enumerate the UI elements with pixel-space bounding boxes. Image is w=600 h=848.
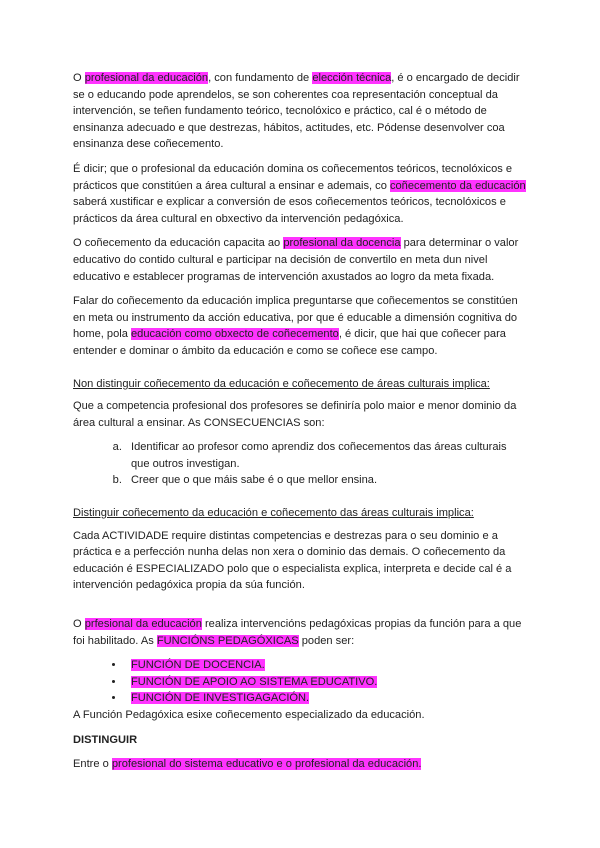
highlight: elección técnica — [312, 72, 392, 84]
highlight: coñecemento da educación — [389, 179, 526, 192]
paragraph-5 — [73, 616, 528, 649]
list-item — [125, 690, 528, 707]
text: Non distinguir coñecemento da educación e coñecemento de áreas culturais implica: — [73, 377, 490, 390]
spacer — [73, 602, 528, 616]
text: , é o encargado de decidir se o educando pode aprendelos, se son coherentes coa representación conceptual da intervención, se teñen fundamento teórico, tecnolóxico e práctico, cal é o método de ensinanza adecuado e que destrezas, hábitos, actitudes, etc. Pódense desenvolver coa ensinanza dese coñecemento. — [73, 72, 520, 151]
highlight: profesional da educación — [84, 72, 209, 84]
highlight: prfesional da educación — [84, 618, 202, 631]
paragraph-4 — [73, 293, 528, 359]
text: Entre o — [73, 758, 112, 771]
section-1-text: Que a competencia profesional dos profesores se definiría polo maior e menor dominio da área cultural a ensinar. As CONSECUENCIAS son: — [73, 400, 517, 429]
paragraph-2 — [73, 161, 528, 227]
highlight: FUNCIÓN DE INVESTIGAGACIÓN. — [131, 692, 310, 705]
list-item — [125, 674, 528, 691]
section-2-text: Cada ACTIVIDADE require distintas competencias e destrezas para o seu dominio e a práctica e a perfección nunha delas non xera o dominio das demais. O coñecemento da educación é ESPECIALIZADO polo que o especialista explica, interpreta e decide cal é a intervención pedagóxica propia da súa función. — [73, 529, 512, 592]
section-2-heading — [73, 505, 528, 522]
highlight: profesional da docencia — [283, 237, 401, 250]
highlight: educación como obxecto de coñecemento — [130, 328, 339, 341]
consequences-list — [73, 439, 528, 489]
highlight: FUNCIÓN DE DOCENCIA. — [131, 659, 265, 672]
distinguir-text — [73, 756, 528, 773]
text: É dicir; que o profesional da educación domina os coñecementos teóricos, tecnolóxicos e prácticos que constitúen a área cultural a ensinar e ademais, co — [73, 162, 513, 192]
paragraph-1 — [73, 70, 528, 153]
text: Distinguir coñecemento da educación e coñecemento das áreas culturais implica: — [73, 507, 474, 520]
text: O coñecemento da educación capacita ao — [73, 237, 284, 250]
text: poden ser: — [298, 634, 355, 647]
paragraph-3 — [73, 235, 528, 285]
text: realiza intervencións pedagóxicas propias da función para a que foi habilitado. As — [73, 618, 522, 647]
section-1-heading — [73, 376, 528, 393]
text: , é dicir, que hai que coñecer para entender e dominar o ámbito da educación e como se coñece ese campo. — [73, 328, 506, 357]
text: O — [73, 618, 85, 631]
list-item: b. Creer que o que máis sabe é o que mellor ensina. — [125, 472, 528, 489]
highlight: FUNCIÓN DE APOIO AO SISTEMA EDUCATIVO. — [131, 675, 378, 688]
text: saberá xustificar e explicar a conversión de esos coñecementos teóricos, tecnolóxicos e prácticos da área cultural en obxectivo da intervención pedagóxica. — [73, 196, 506, 225]
text: , con fundamento de — [208, 72, 313, 84]
list-item — [125, 657, 528, 674]
highlight: FUNCIÓNS PEDAGÓXICAS — [156, 634, 299, 647]
text: O — [73, 72, 85, 84]
list-item: a. Identificar ao profesor como aprendiz dos coñecementos das áreas culturais que outros investigan. — [125, 439, 528, 472]
paragraph-6: A Función Pedagóxica esixe coñecemento especializado da educación. — [73, 709, 425, 721]
distinguir-title: DISTINGUIR — [73, 733, 138, 746]
highlight: profesional do sistema educativo e o profesional da educación. — [111, 758, 422, 771]
text: para determinar o valor educativo do contido cultural e participar na decisión de convertilo en meta dun nivel educativo e establecer programas de intervención axustados ao logro da meta fixada. — [73, 237, 519, 283]
functions-list — [73, 657, 528, 707]
text: Falar do coñecemento da educación implica preguntarse que coñecementos se constitúen en meta ou instrumento da acción educativa, por que é educable a dimensión cognitiva do home, pola — [73, 295, 518, 341]
